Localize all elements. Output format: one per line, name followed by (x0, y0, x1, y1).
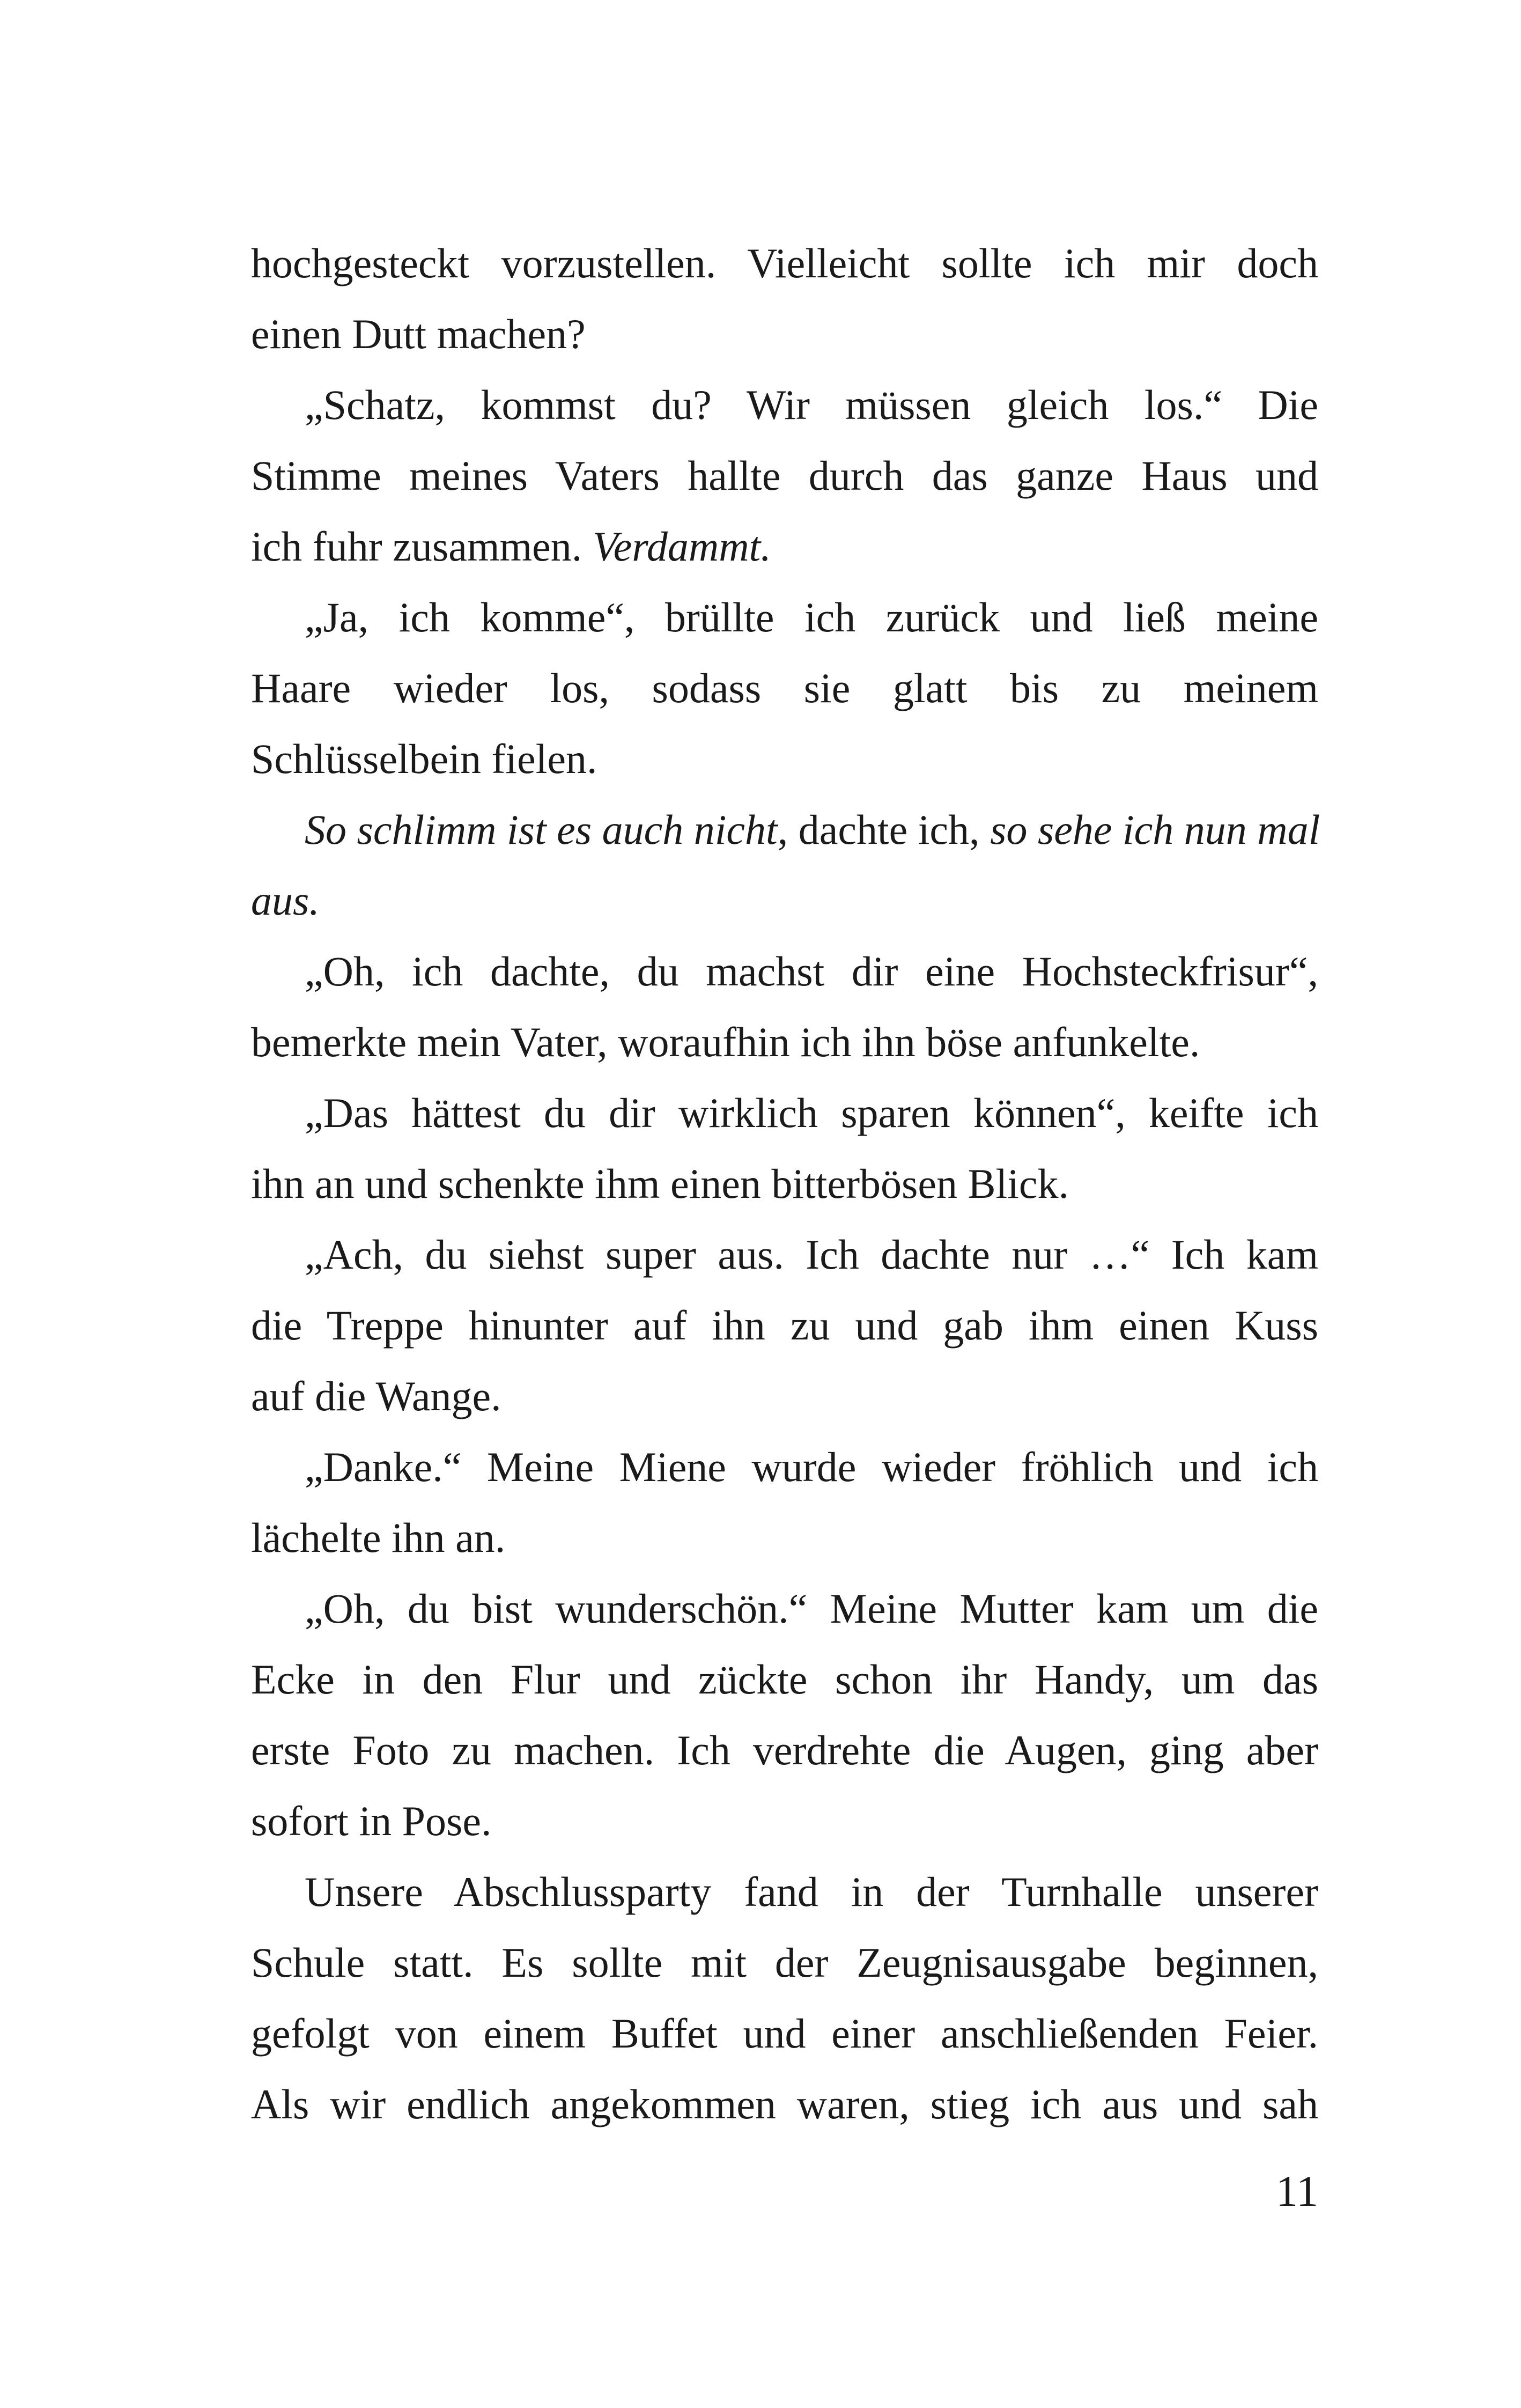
text-run: erste Foto zu machen. Ich verdrehte die Augen, ging aber (251, 1727, 1318, 1773)
text-line (251, 1078, 1318, 1148)
text-line (251, 1219, 1318, 1290)
text-line (251, 511, 1318, 582)
text-run: lächelte ihn an. (251, 1514, 506, 1561)
body-text (251, 228, 1318, 2140)
text-line (251, 1503, 1318, 1573)
text-line (251, 1715, 1318, 1786)
text-run: , dachte ich, (777, 806, 991, 853)
text-line (251, 865, 1318, 936)
text-line (251, 1148, 1318, 1219)
text-run: „Danke.“ Meine Miene wurde wieder fröhlich und ich (305, 1444, 1318, 1490)
text-line (251, 228, 1318, 299)
text-run: einen Dutt machen? (251, 311, 586, 357)
italic-text: So schlimm ist es auch nicht (305, 806, 778, 853)
text-run: gefolgt von einem Buffet und einer anschließenden Feier. (251, 2010, 1318, 2057)
text-line (251, 1644, 1318, 1715)
text-line (251, 440, 1318, 511)
text-line (251, 1927, 1318, 1998)
text-run: „Oh, ich dachte, du machst dir eine Hochsteckfrisur“, (305, 948, 1318, 995)
text-line (251, 1857, 1318, 1927)
text-run: „Das hättest du dir wirklich sparen können“, keifte ich (305, 1089, 1318, 1136)
text-line (251, 1361, 1318, 1432)
text-line (251, 370, 1318, 440)
italic-text: so sehe ich nun mal (990, 806, 1320, 853)
italic-text: Verdammt. (592, 523, 771, 570)
text-run: ihn an und schenkte ihm einen bitterbösen Blick. (251, 1160, 1069, 1207)
text-line (251, 1290, 1318, 1361)
text-line (251, 582, 1318, 653)
text-run: die Treppe hinunter auf ihn zu und gab ihm einen Kuss (251, 1302, 1318, 1349)
text-run: „Schatz, kommst du? Wir müssen gleich los.“ Die (305, 381, 1318, 428)
text-run: „Oh, du bist wunderschön.“ Meine Mutter kam um die (305, 1585, 1318, 1632)
text-run: ich fuhr zusammen. (251, 523, 593, 570)
text-line (251, 1007, 1318, 1078)
text-run: Stimme meines Vaters hallte durch das ganze Haus und (251, 452, 1318, 499)
text-run: Als wir endlich angekommen waren, stieg ich aus und sah (251, 2081, 1318, 2127)
text-line (251, 936, 1318, 1007)
text-line (251, 299, 1318, 370)
text-line (251, 724, 1318, 794)
text-run: Unsere Abschlussparty fand in der Turnhalle unserer (305, 1868, 1318, 1915)
text-run: „Ja, ich komme“, brüllte ich zurück und ließ meine (305, 594, 1318, 640)
text-run: Haare wieder los, sodass sie glatt bis zu meinem (251, 665, 1318, 711)
text-run: auf die Wange. (251, 1373, 501, 1419)
italic-text: aus. (251, 877, 320, 924)
text-run: hochgesteckt vorzustellen. Vielleicht sollte ich mir doch (251, 240, 1318, 286)
text-run: Schlüsselbein fielen. (251, 735, 597, 782)
text-line (251, 1432, 1318, 1503)
text-run: bemerkte mein Vater, woraufhin ich ihn böse anfunkelte. (251, 1019, 1200, 1065)
text-line (251, 1786, 1318, 1857)
page-number: 11 (1276, 2167, 1318, 2215)
text-line (251, 2069, 1318, 2140)
text-line (251, 1998, 1318, 2069)
text-line (251, 1573, 1318, 1644)
text-run: „Ach, du siehst super aus. Ich dachte nur …“ Ich kam (305, 1231, 1318, 1278)
text-run: sofort in Pose. (251, 1798, 492, 1844)
text-run: Ecke in den Flur und zückte schon ihr Handy, um das (251, 1656, 1318, 1703)
text-run: Schule statt. Es sollte mit der Zeugnisausgabe beginnen, (251, 1939, 1318, 1986)
text-line (251, 794, 1318, 865)
text-line (251, 653, 1318, 724)
